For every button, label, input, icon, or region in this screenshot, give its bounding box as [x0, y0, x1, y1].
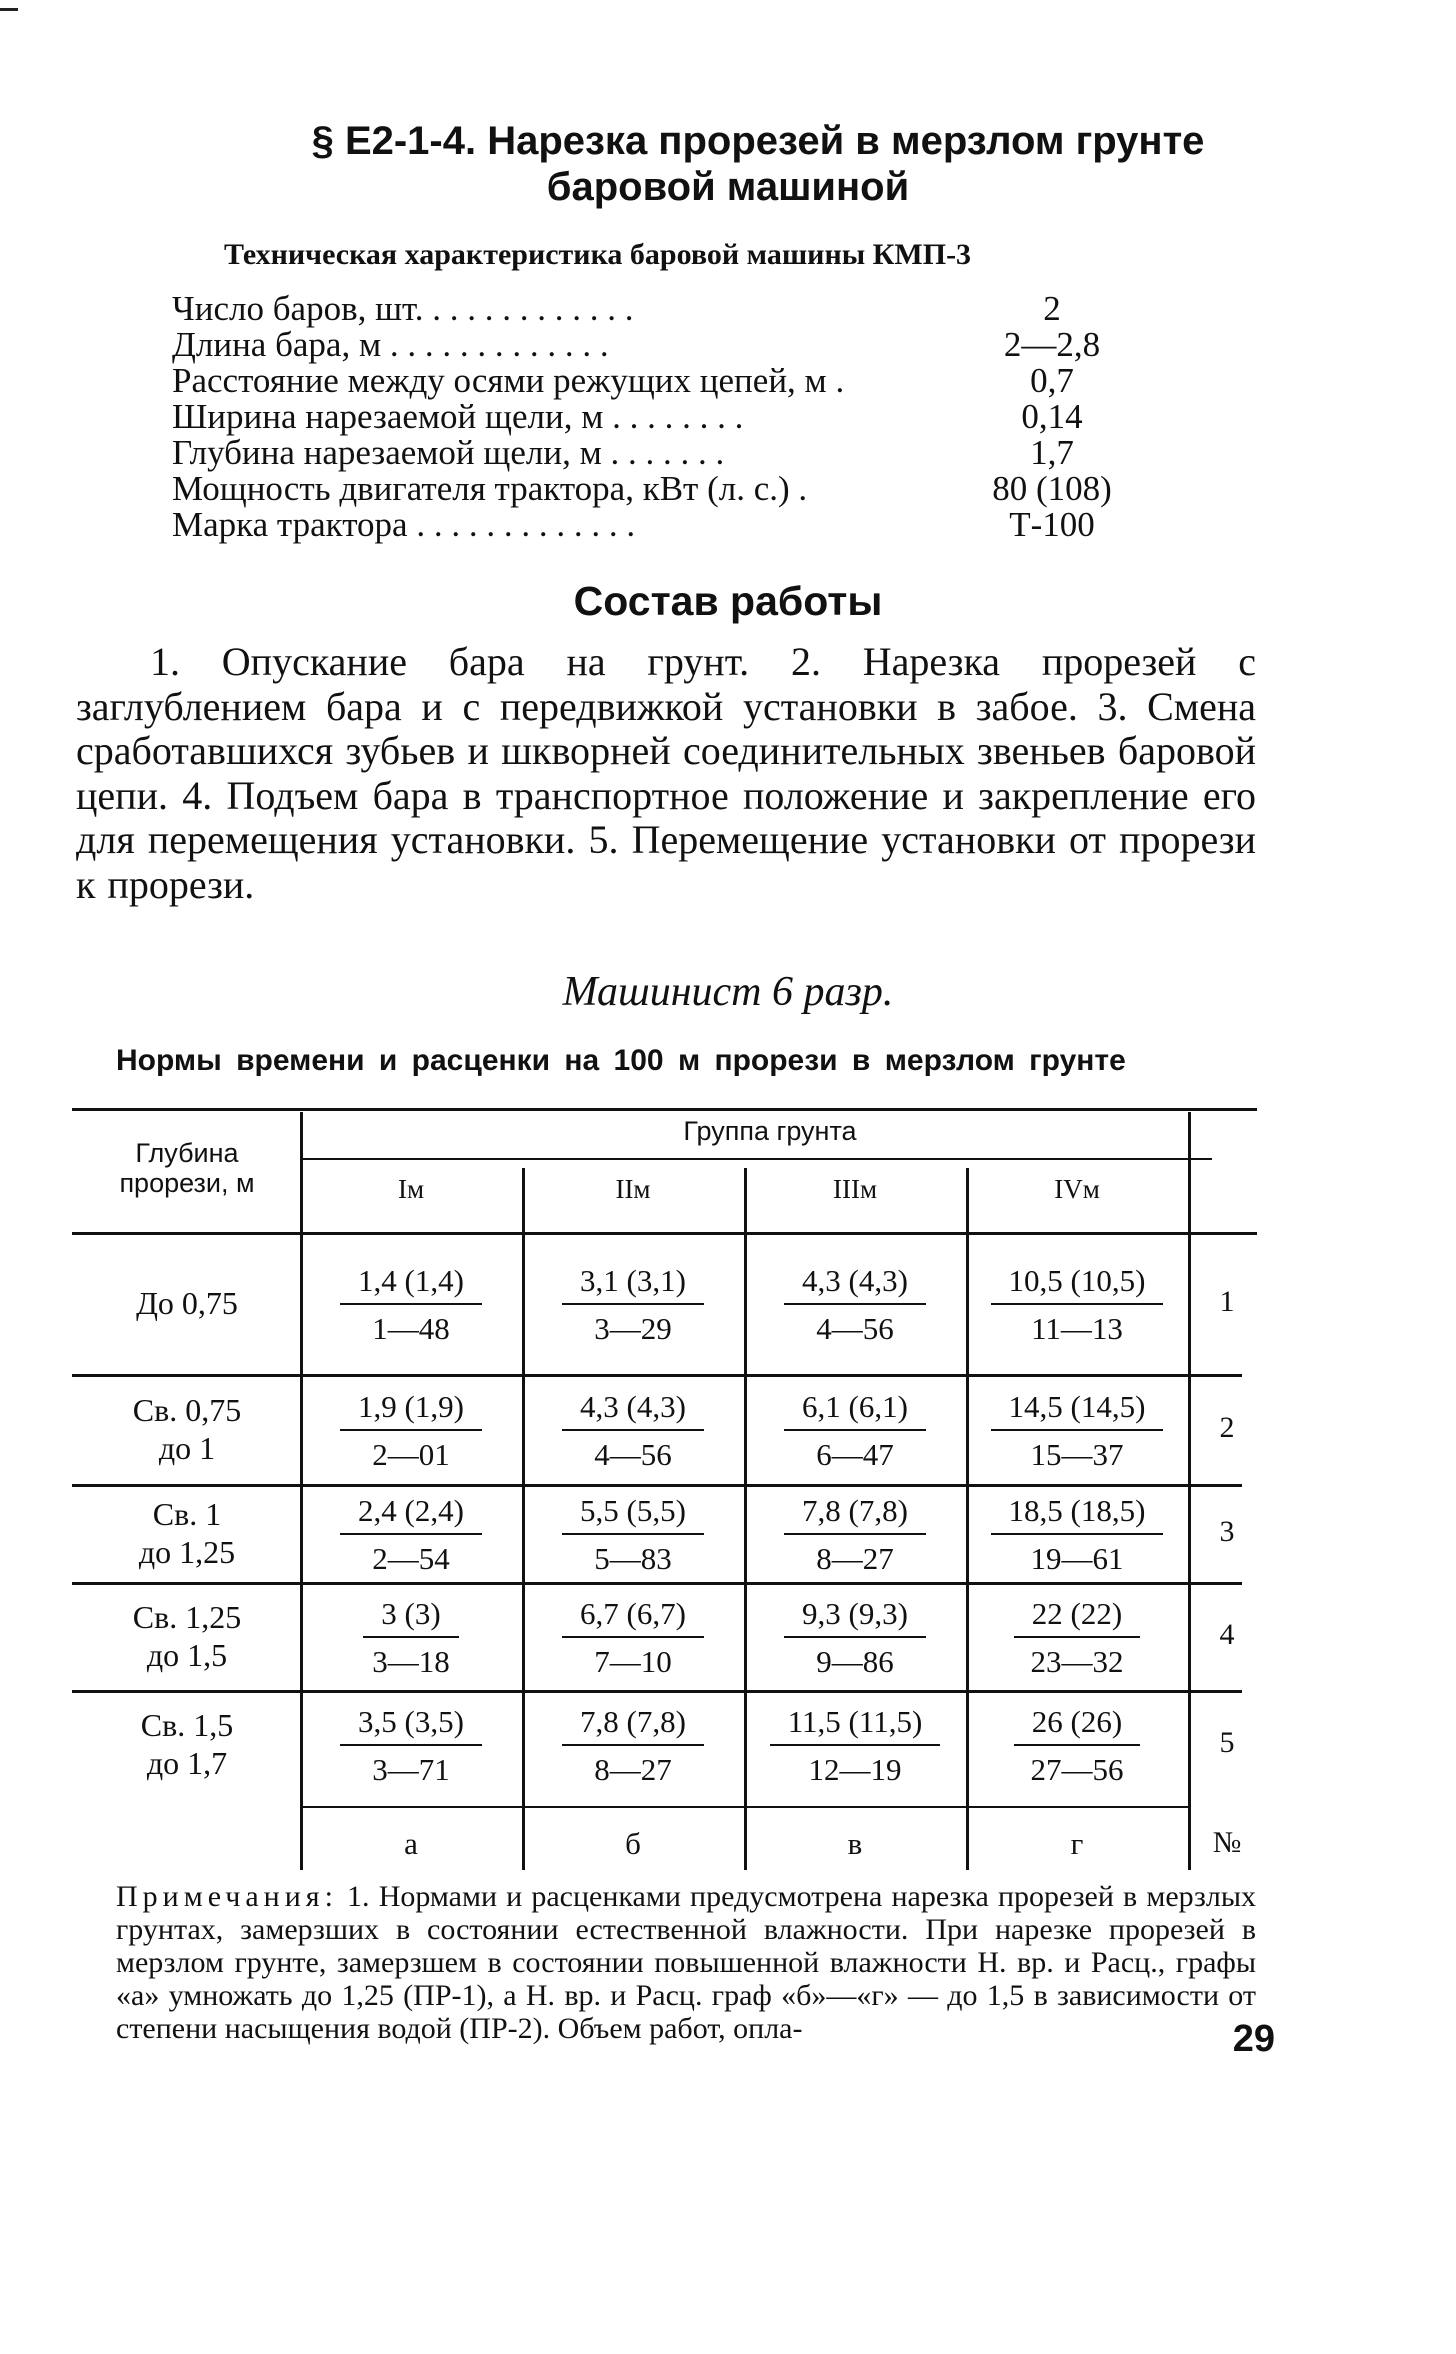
rate: 11—13: [1031, 1311, 1123, 1346]
norm-cell: [744, 1389, 966, 1473]
rate: 15—37: [1030, 1437, 1124, 1472]
spec-row: [172, 471, 1192, 507]
time-norm: 2,4 (2,4): [340, 1493, 482, 1535]
rate: 7—10: [594, 1644, 672, 1679]
notes-text: 1. Нормами и расценками предусмотрена нарезка прорезей в мерзлых грунтах, замерзших в состоянии естественной влажности. При нарезке прорезей в мерзлом грунте, замерзшем в состоянии повышенной влажности Н. вр. и Расц., графы «а» умножать до 1,25 (ПР-1), а Н. вр. и Расц. граф «б»—«г» — до 1,5 в зависимости от степени насыщения водой (ПР-2). Объем работ, опла-: [116, 1880, 1256, 2045]
norm-cell: [966, 1596, 1188, 1680]
norm-cell: [300, 1263, 522, 1347]
depth-to: до 1,7: [146, 1745, 228, 1781]
work-heading: Состав работы: [573, 578, 883, 624]
depth-to: до 1,25: [138, 1534, 236, 1570]
norm-cell: [522, 1389, 744, 1473]
rate: 8—27: [816, 1541, 894, 1576]
depth-cell: [72, 1598, 302, 1674]
notes-lead: Примечания:: [116, 1880, 338, 1913]
time-norm: 3,1 (3,1): [562, 1263, 704, 1305]
row-number: 2: [1219, 1411, 1235, 1444]
row-number: 5: [1219, 1726, 1235, 1759]
spec-row: [172, 399, 1192, 435]
depth-to: до 1,5: [146, 1637, 228, 1673]
depth-from: Св. 1,25: [132, 1599, 242, 1635]
spec-value: 1,7: [1030, 433, 1074, 472]
time-norm: 3,5 (3,5): [340, 1704, 482, 1746]
rate: 2—01: [372, 1437, 450, 1472]
norm-cell: [966, 1263, 1188, 1347]
norm-cell: [744, 1704, 966, 1788]
rate: 4—56: [816, 1311, 894, 1346]
rate: 4—56: [594, 1437, 672, 1472]
work-description: 1. Опускание бара на грунт. 2. Нарезка прорезей с заглублением бара и с передвижкой установки в забое. 3. Смена сработавшихся зубьев и шкворней соединительных звеньев баровой цепи. 4. Подъем бара в транспортное положение и закрепление его для перемещения установки. 5. Перемещение установки от прорези к прорези.: [76, 639, 1256, 907]
group-header-rule: [302, 1158, 1212, 1160]
rate: 19—61: [1030, 1541, 1124, 1576]
depth-from: До 0,75: [136, 1285, 238, 1321]
depth-cell: [72, 1706, 302, 1782]
norm-cell: [522, 1263, 744, 1347]
norm-cell: [300, 1389, 522, 1473]
norm-cell: [522, 1493, 744, 1577]
time-norm: 6,7 (6,7): [562, 1596, 704, 1638]
depth-header-line1: Глубина: [135, 1138, 239, 1168]
spec-label: Марка трактора . . . . . . . . . . . . .: [172, 505, 636, 544]
time-norm: 1,9 (1,9): [340, 1389, 482, 1431]
group-column-header: IIIм: [832, 1174, 878, 1204]
section-title-line1: § Е2-1-4. Нарезка прорезей в мерзлом грунте: [311, 119, 1205, 163]
time-norm: 14,5 (14,5): [991, 1389, 1164, 1431]
spec-label: Расстояние между осями режущих цепей, м .: [172, 361, 845, 400]
spec-row: [172, 363, 1192, 399]
depth-to: до 1: [158, 1430, 216, 1466]
time-norm: 11,5 (11,5): [770, 1704, 941, 1746]
section-title: [0, 118, 1456, 210]
rate: 27—56: [1030, 1752, 1124, 1787]
row-separator: [72, 1690, 1242, 1693]
spec-value: 2: [1043, 289, 1061, 328]
table-top-rule: [72, 1108, 1257, 1111]
row-number: 1: [1219, 1285, 1235, 1318]
spec-value: 0,14: [1021, 397, 1083, 436]
spec-row: [172, 291, 1192, 327]
time-norm: 3 (3): [363, 1596, 458, 1638]
depth-header: [72, 1138, 302, 1198]
rate: 9—86: [816, 1644, 894, 1679]
rate: 12—19: [808, 1752, 902, 1787]
spec-label: Ширина нарезаемой щели, м . . . . . . . .: [172, 397, 744, 436]
spec-value: 0,7: [1030, 361, 1074, 400]
rate: 6—47: [816, 1437, 894, 1472]
spec-list: [172, 291, 1192, 543]
norm-cell: [300, 1493, 522, 1577]
spec-label: Глубина нарезаемой щели, м . . . . . . .: [172, 433, 725, 472]
group-column-header: IIм: [615, 1174, 651, 1204]
row-separator: [72, 1582, 1242, 1585]
spec-label: Длина бара, м . . . . . . . . . . . . .: [172, 325, 609, 364]
column-divider: [1188, 1112, 1191, 1870]
depth-from: Св. 1,5: [140, 1707, 234, 1743]
header-bottom-rule: [72, 1232, 1257, 1235]
column-letter: б: [625, 1826, 641, 1861]
page-number: 29: [1232, 2018, 1275, 2060]
norm-cell: [966, 1493, 1188, 1577]
norm-cell: [966, 1389, 1188, 1473]
group-column-header: Iм: [397, 1174, 425, 1204]
spec-heading: Техническая характеристика баровой машины КМП-3: [224, 238, 972, 271]
norms-table: [72, 1108, 1257, 1874]
rate: 5—83: [594, 1541, 672, 1576]
rate: 3—29: [594, 1311, 672, 1346]
norm-cell: [966, 1704, 1188, 1788]
norm-cell: [744, 1263, 966, 1347]
time-norm: 22 (22): [1014, 1596, 1140, 1638]
group-header: Группа грунта: [683, 1116, 857, 1146]
spec-row: [172, 327, 1192, 363]
rate: 2—54: [372, 1541, 450, 1576]
spec-row: [172, 507, 1192, 543]
norm-cell: [522, 1704, 744, 1788]
norm-cell: [522, 1596, 744, 1680]
time-norm: 26 (26): [1014, 1704, 1140, 1746]
notes: [116, 1880, 1256, 2045]
row-number: 3: [1219, 1515, 1235, 1548]
norms-heading: Нормы времени и расценки на 100 м прорези в мерзлом грунте: [116, 1044, 1126, 1077]
depth-cell: [72, 1284, 302, 1322]
spec-value: 80 (108): [992, 469, 1112, 508]
rate: 3—71: [372, 1752, 450, 1787]
corner-mark: [0, 8, 18, 11]
time-norm: 1,4 (1,4): [340, 1263, 482, 1305]
rate: 1—48: [372, 1311, 450, 1346]
number-column-label: №: [1212, 1826, 1242, 1859]
time-norm: 7,8 (7,8): [562, 1704, 704, 1746]
time-norm: 10,5 (10,5): [991, 1263, 1164, 1305]
rate: 23—32: [1030, 1644, 1124, 1679]
time-norm: 6,1 (6,1): [784, 1389, 926, 1431]
section-title-line2: баровой машиной: [546, 165, 910, 209]
time-norm: 7,8 (7,8): [784, 1493, 926, 1535]
machinist-label: Машинист 6 разр.: [562, 969, 894, 1015]
spec-row: [172, 435, 1192, 471]
depth-from: Св. 0,75: [132, 1392, 242, 1428]
spec-value: 2—2,8: [1003, 325, 1101, 364]
norm-cell: [744, 1596, 966, 1680]
time-norm: 4,3 (4,3): [562, 1389, 704, 1431]
depth-from: Св. 1: [152, 1496, 222, 1532]
column-letter: г: [1070, 1826, 1084, 1861]
row-separator: [72, 1484, 1242, 1487]
column-letter: в: [847, 1826, 863, 1861]
norm-cell: [744, 1493, 966, 1577]
time-norm: 9,3 (9,3): [784, 1596, 926, 1638]
time-norm: 18,5 (18,5): [991, 1493, 1164, 1535]
row-number: 4: [1219, 1618, 1235, 1651]
row-separator: [72, 1374, 1242, 1377]
depth-cell: [72, 1391, 302, 1467]
time-norm: 4,3 (4,3): [784, 1263, 926, 1305]
spec-label: Мощность двигателя трактора, кВт (л. с.) .: [172, 469, 808, 508]
time-norm: 5,5 (5,5): [562, 1493, 704, 1535]
spec-value: Т-100: [1009, 505, 1095, 544]
rate: 3—18: [372, 1644, 450, 1679]
group-column-header: IVм: [1054, 1174, 1100, 1204]
norm-cell: [300, 1596, 522, 1680]
depth-header-line2: прорези, м: [119, 1168, 255, 1198]
norm-cell: [300, 1704, 522, 1788]
column-letter: а: [404, 1826, 418, 1861]
spec-label: Число баров, шт. . . . . . . . . . . . .: [172, 289, 634, 328]
depth-cell: [72, 1495, 302, 1571]
rate: 8—27: [594, 1752, 672, 1787]
